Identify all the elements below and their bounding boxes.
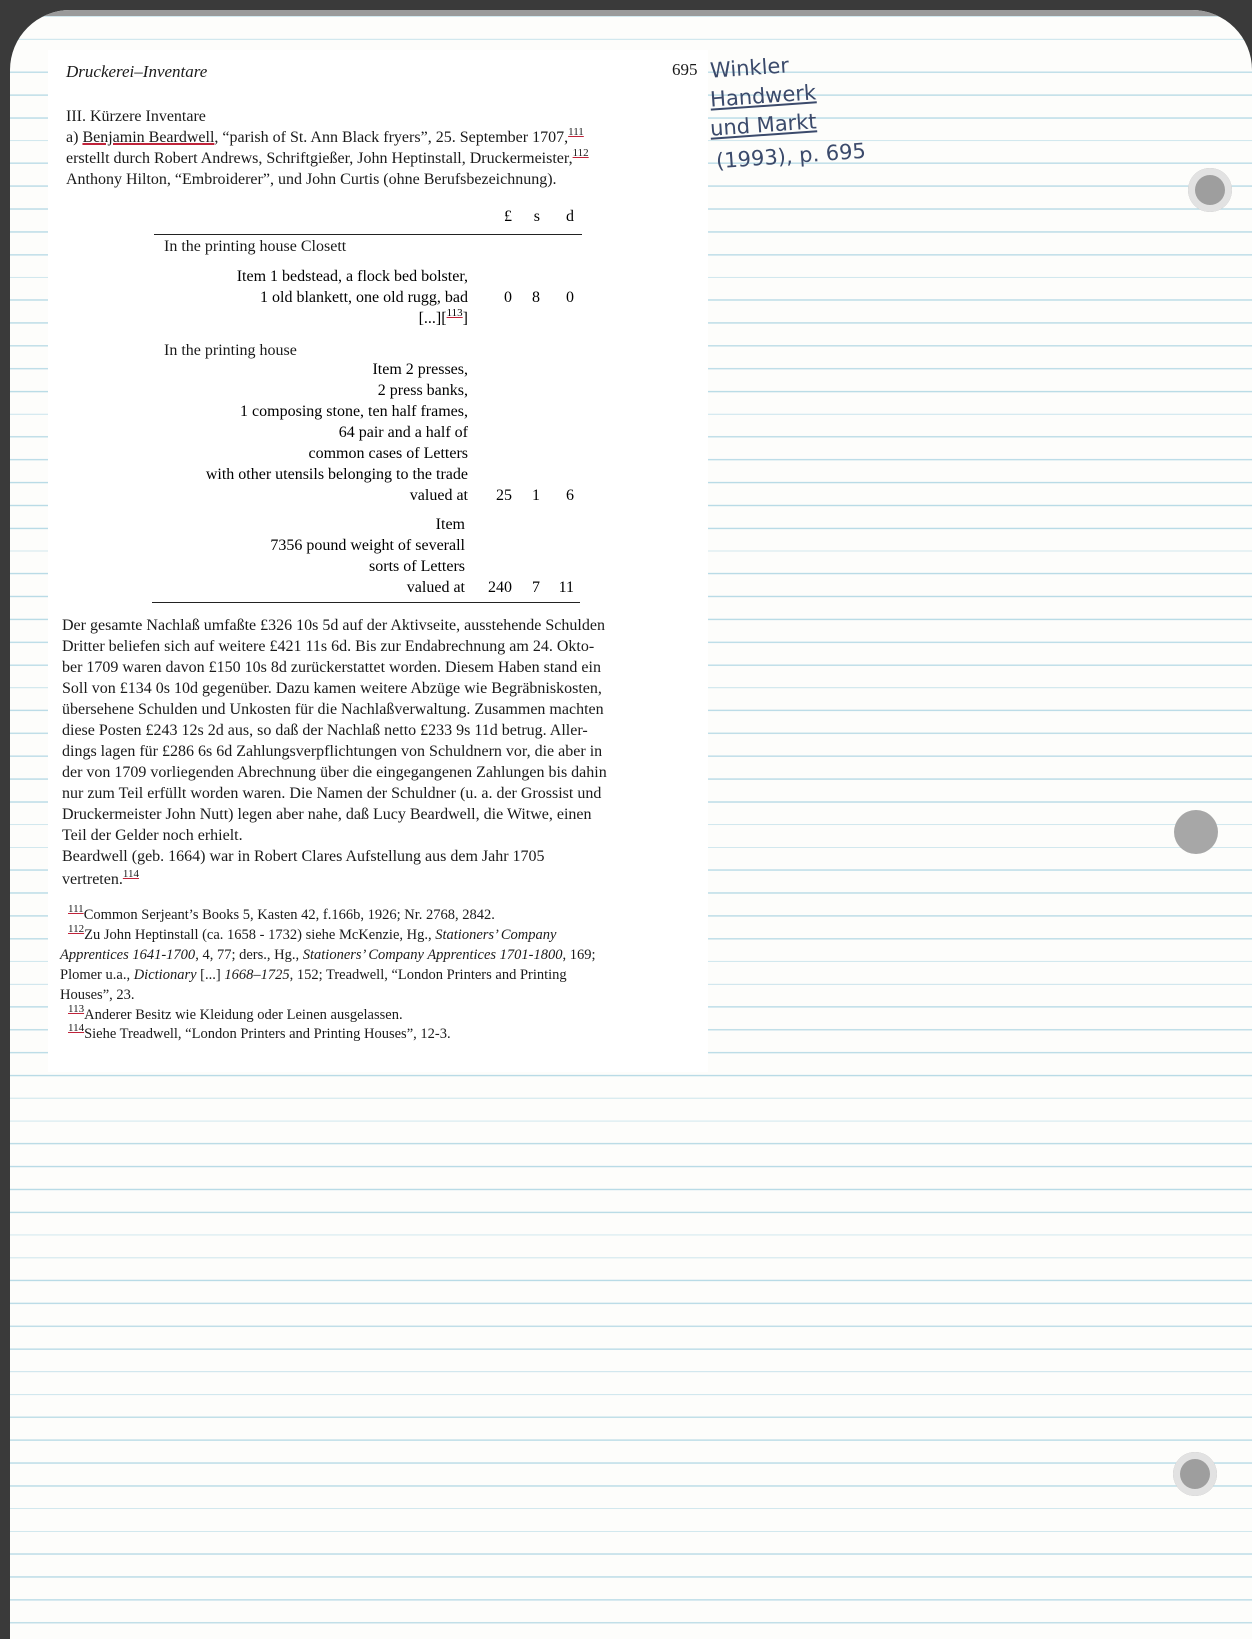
paragraph-line: Soll von £134 0s 10d gegenüber. Dazu kamen weitere Abzüge wie Begräbniskosten, <box>62 680 602 697</box>
printed-page-scan <box>48 50 708 1072</box>
footnote-number: 112 <box>68 923 85 935</box>
item-line: 2 press banks, <box>377 382 468 399</box>
paragraph-line: Der gesamte Nachlaß umfaßte £326 10s 5d auf der Aktivseite, ausstehende Schulden <box>62 617 605 634</box>
paragraph-last-text: vertreten. <box>62 871 123 888</box>
item-line <box>168 307 468 328</box>
value-pounds: 240 <box>488 579 512 596</box>
footnote-114 <box>68 1022 451 1046</box>
intro-prefix: a) <box>66 129 83 146</box>
column-header-pounds: £ <box>504 208 512 225</box>
closett-heading: In the printing house Closett <box>164 238 347 255</box>
paragraph-line <box>62 869 139 892</box>
value-pence: 0 <box>566 289 574 306</box>
item-line: 64 pair and a half of <box>338 424 468 441</box>
notebook-page <box>10 10 1252 1639</box>
binder-hole-bottom <box>1173 1452 1217 1496</box>
footnote-number: 113 <box>68 1003 85 1015</box>
item-line: 1 composing stone, ten half frames, <box>240 403 468 420</box>
paragraph-line: übersehene Schulden und Unkosten für die Nachlaßverwaltung. Zusammen machten <box>62 701 604 718</box>
item-line: common cases of Letters <box>308 445 468 462</box>
item-line-close: ] <box>462 310 468 327</box>
column-header-pence: d <box>566 208 574 225</box>
table-top-rule <box>154 234 582 235</box>
footnote-number: 111 <box>68 903 84 915</box>
binder-hole-top <box>1188 168 1232 212</box>
footnote-text: , 4, 77; ders., Hg., <box>195 947 300 963</box>
table-bottom-rule <box>152 602 580 603</box>
value-shillings: 8 <box>532 289 540 306</box>
binder-hole-middle <box>1174 810 1218 854</box>
footnote-ref: 113 <box>446 307 463 319</box>
item-line: valued at <box>406 579 465 596</box>
intro-line-3: Anthony Hilton, “Embroiderer”, und John Curtis (ohne Berufsbezeichnung). <box>66 171 557 188</box>
column-header-shillings: s <box>533 208 540 225</box>
footnote-112-line-2 <box>60 946 596 966</box>
handwritten-line: Winkler <box>709 53 790 83</box>
value-pence: 6 <box>566 487 574 504</box>
footnote-112-line-4: Houses”, 23. <box>60 987 135 1003</box>
footnote-text: [...] <box>200 967 221 983</box>
paragraph-line: Druckermeister John Nutt) legen aber nahe, daß Lucy Beardwell, die Witwe, einen <box>62 806 592 823</box>
value-pounds: 25 <box>496 487 512 504</box>
house-heading: In the printing house <box>164 342 297 359</box>
footnote-112 <box>68 923 557 947</box>
intro-rest: , “parish of St. Ann Black fryers”, 25. September 1707, <box>214 129 569 146</box>
paragraph-line: Dritter beliefen sich auf weitere £421 11s 6d. Bis zur Endabrechnung am 24. Okto- <box>62 638 595 655</box>
paragraph-line: Beardwell (geb. 1664) war in Robert Clares Aufstellung aus dem Jahr 1705 <box>62 848 545 865</box>
footnote-text: Siehe Treadwell, “London Printers and Printing Houses”, 12-3. <box>84 1026 451 1042</box>
intro-line-1 <box>66 127 584 150</box>
intro-name: Benjamin Beardwell <box>82 129 215 146</box>
item-line: sorts of Letters <box>369 558 465 575</box>
footnote-title: Stationers’ Company Apprentices 1701-1800 <box>302 947 563 963</box>
item-line: Item <box>435 516 465 533</box>
paragraph-line: diese Posten £243 12s 2d aus, so daß der Nachlaß netto £233 9s 11d betrug. Aller- <box>62 722 588 739</box>
paragraph-line: dings lagen für £286 6s 6d Zahlungsverpflichtungen von Schuldnern vor, die aber in <box>62 743 603 760</box>
item-line: with other utensils belonging to the trade <box>205 466 468 483</box>
footnote-text: Common Serjeant’s Books 5, Kasten 42, f.166b, 1926; Nr. 2768, 2842. <box>83 907 495 923</box>
footnote-112-line-3 <box>60 966 567 986</box>
item-line: 1 old blankett, one old rugg, bad <box>260 289 468 306</box>
value-shillings: 7 <box>532 579 540 596</box>
handwritten-line: Handwerk <box>709 80 817 112</box>
section-heading: III. Kürzere Inventare <box>66 108 206 125</box>
item-line: 7356 pound weight of severall <box>270 537 465 554</box>
footnote-title: Stationers’ Company <box>435 927 557 943</box>
intro-line-2 <box>66 148 589 171</box>
value-pounds: 0 <box>504 289 512 306</box>
item-line: Item 1 bedstead, a flock bed bolster, <box>236 268 468 285</box>
intro-text: erstellt durch Robert Andrews, Schriftgießer, John Heptinstall, Druckermeister, <box>66 150 573 167</box>
footnote-113 <box>68 1003 403 1027</box>
footnote-number: 114 <box>68 1022 85 1034</box>
footnote-text: Plomer u.a., <box>60 967 131 983</box>
paragraph-line: nur zum Teil erfüllt worden waren. Die Namen der Schuldner (u. a. der Grossist und <box>62 785 602 802</box>
item-line: valued at <box>409 487 468 504</box>
item-line-text: [...][ <box>418 310 447 327</box>
footnote-text: , 152; Treadwell, “London Printers and Printing <box>289 967 567 983</box>
paragraph-line: ber 1709 waren davon £150 10s 8d zurückerstattet worden. Diesem Haben stand ein <box>62 659 601 676</box>
footnote-text: , 169; <box>562 947 596 963</box>
handwritten-line: (1993), p. 695 <box>715 138 867 174</box>
paragraph-line: der von 1709 vorliegenden Abrechnung über die eingegangenen Zahlungen bis dahin <box>62 764 607 781</box>
footnote-ref: 111 <box>568 126 584 138</box>
footnote-ref: 114 <box>122 868 139 880</box>
footnote-ref: 112 <box>572 147 589 159</box>
item-line: Item 2 presses, <box>372 361 468 378</box>
footnote-text: Anderer Besitz wie Kleidung oder Leinen ausgelassen. <box>84 1007 403 1023</box>
handwritten-line: und Markt <box>709 109 818 141</box>
footnote-111 <box>68 903 495 927</box>
paragraph-line: Teil der Gelder noch erhielt. <box>62 827 243 844</box>
page-number: 695 <box>672 60 698 79</box>
value-pence: 11 <box>558 579 574 596</box>
footnote-title: Apprentices 1641-1700 <box>60 947 196 963</box>
footnote-text: Zu John Heptinstall (ca. 1658 - 1732) siehe McKenzie, Hg., <box>84 927 432 943</box>
value-shillings: 1 <box>532 487 540 504</box>
footnote-title: Dictionary <box>133 967 197 983</box>
running-title: Druckerei–Inventare <box>66 62 208 81</box>
footnote-title: 1668–1725 <box>224 967 290 983</box>
